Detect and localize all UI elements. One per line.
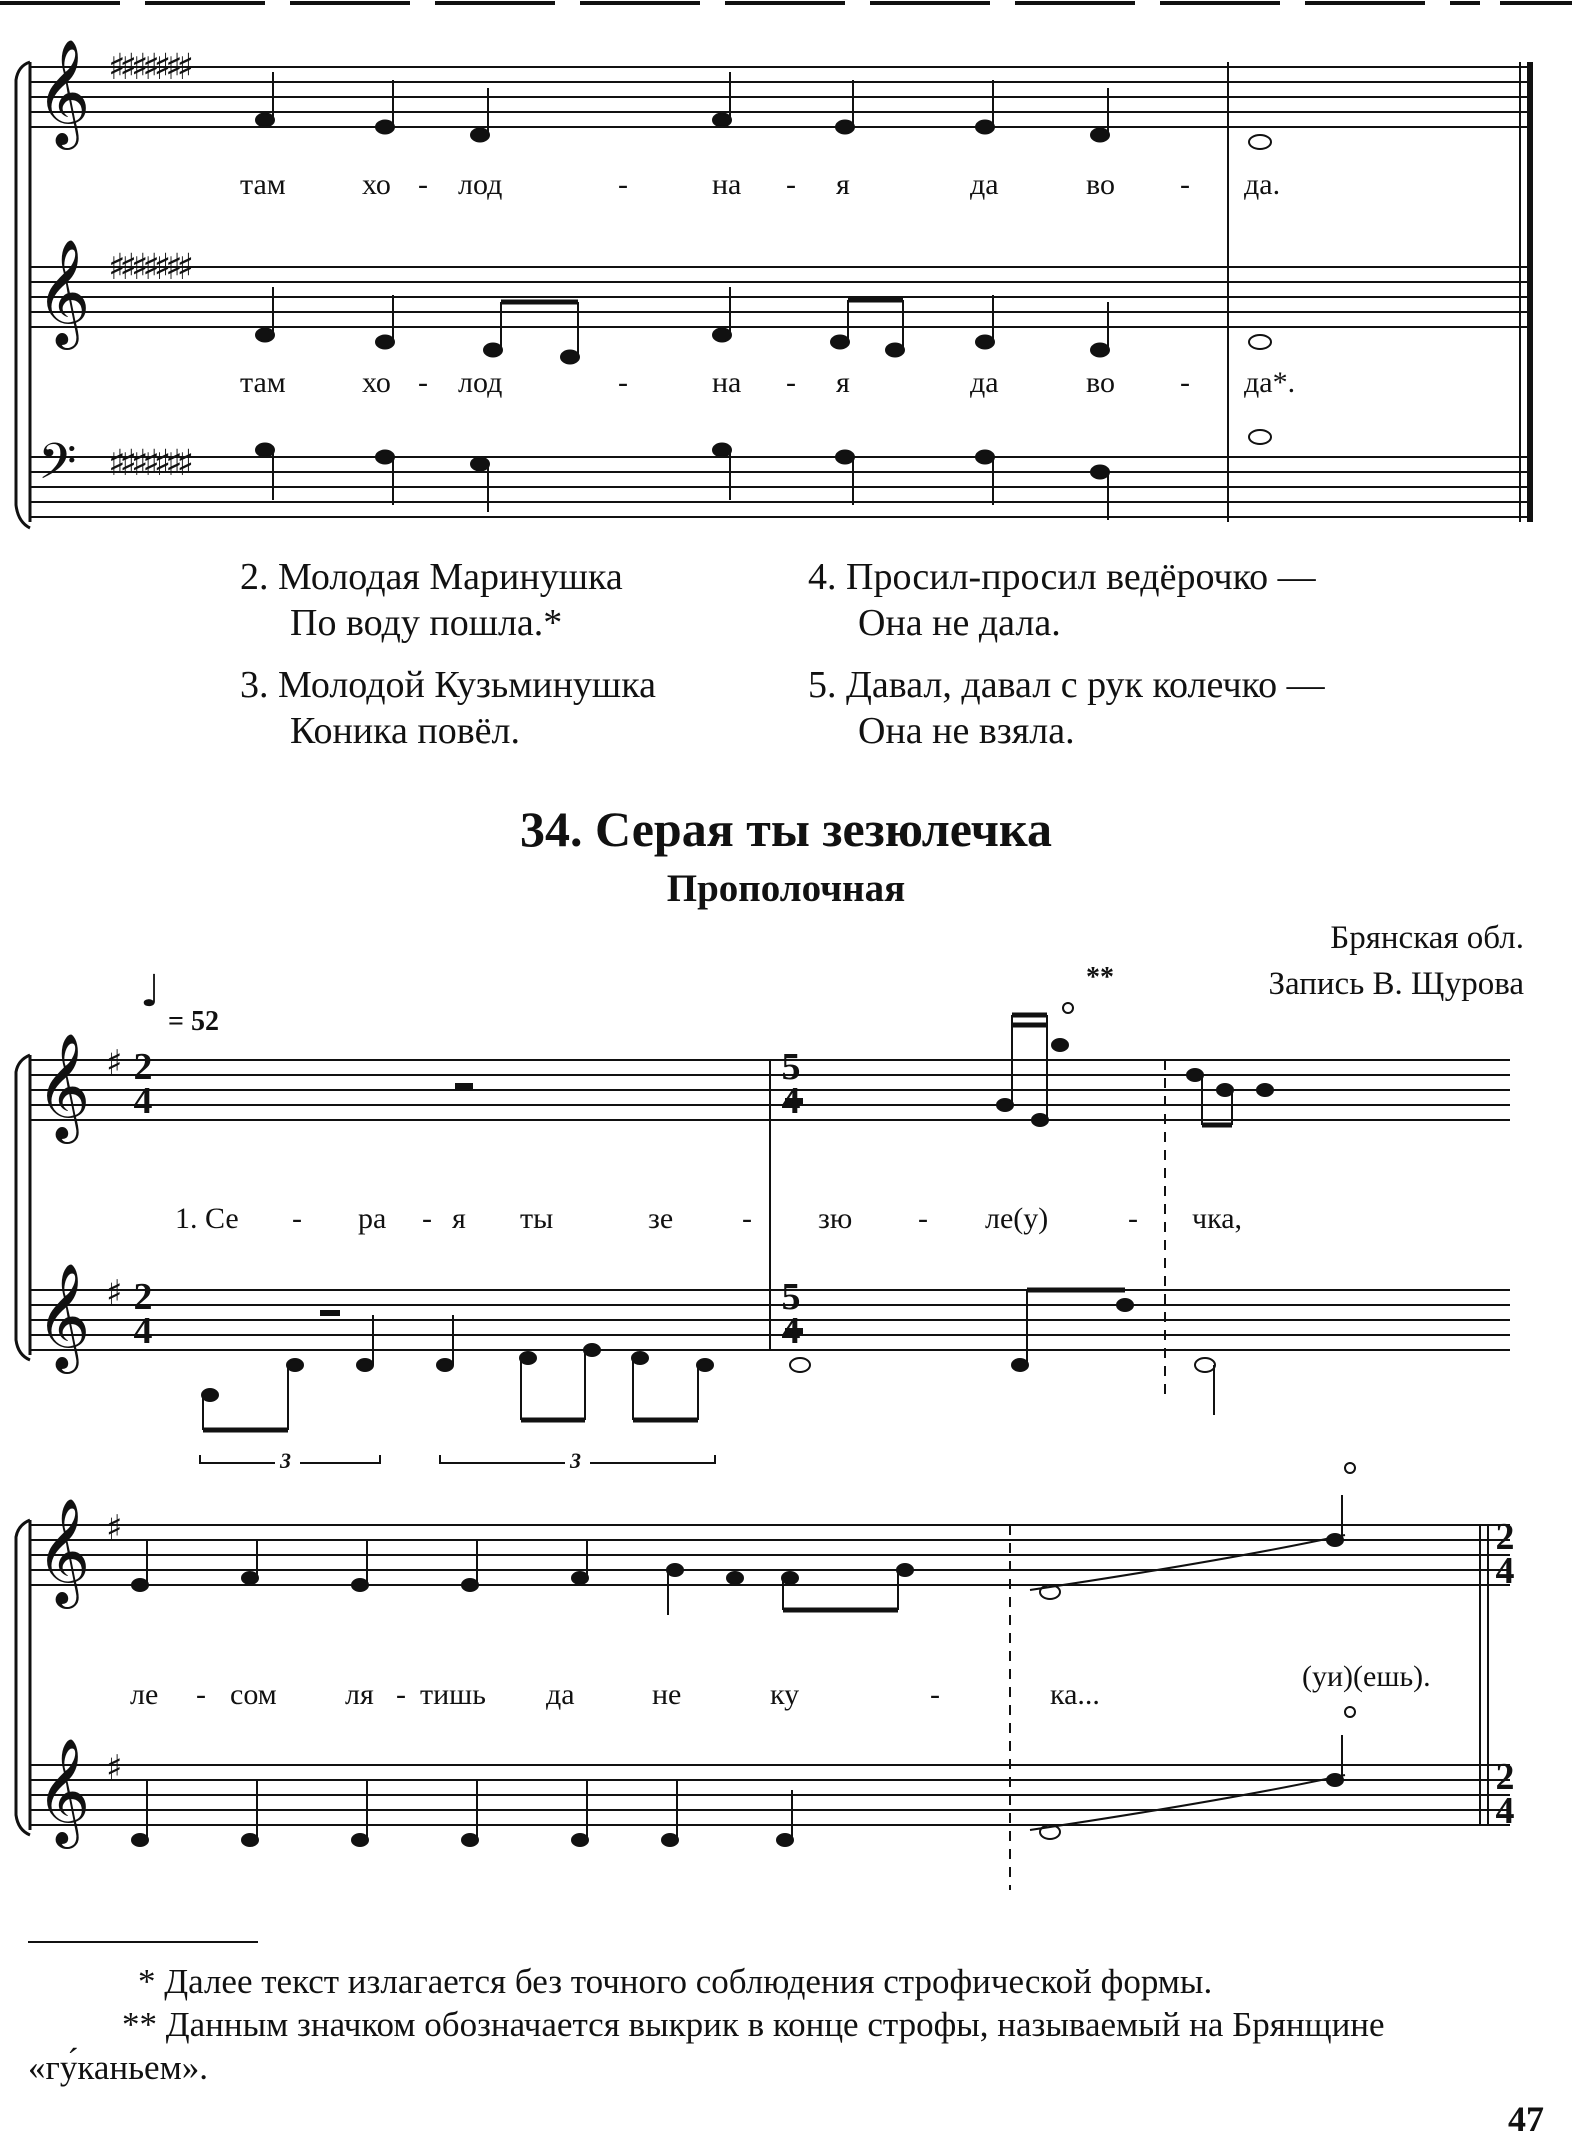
lyric-syllable: - [786,366,796,399]
footnote-1: * Далее текст излагается без точного соблюдения строфической формы. [138,1962,1213,2001]
footnotes [28,1960,1558,2089]
key-signature-sharp: ♯ [106,1508,123,1548]
quarter-note-icon: ♩ [140,966,161,1017]
lyric-syllable: да [970,168,999,201]
lyric-syllable: я [836,366,850,399]
song34-upper-notes-1 [997,1003,1273,1126]
verse-line: По воду пошла.* [290,602,563,644]
lyric-syllable: - [422,1202,432,1235]
key-signature-sharp: ♯ [106,1748,123,1788]
tuplet-number: 3 [280,1448,291,1473]
lyric-syllable: чка, [1192,1202,1243,1235]
lyric-syllable: да [546,1678,575,1711]
region-label: Брянская обл. [1330,920,1524,956]
lyric-syllable: не [652,1678,682,1711]
lyric-syllable: во [1086,168,1115,201]
lyric-syllable: - [930,1678,940,1711]
time-signature-5-4: 5 4 [781,1276,801,1352]
lyric-syllable: ты [520,1202,554,1235]
lyric-syllable: - [918,1202,928,1235]
lyric-syllable: - [418,168,428,201]
lyric-syllable: я [452,1202,466,1235]
lyric-syllable: сом [230,1678,277,1711]
tuplet-number: 3 [570,1448,581,1473]
footnote-2: ** Данным значком обозначается выкрик в конце строфы, называемый на Брянщине «гу́каньем». [28,2005,1385,2087]
song33-staves [30,67,1530,517]
lyric-syllable: ку [770,1678,800,1711]
key-signature-sharps: ♯♯♯♯♯♯♯ [108,443,188,484]
verse-line: Она не взяла. [858,710,1075,752]
song33-bass-notes [256,430,1271,520]
treble-clef-icon: 𝄞 [36,238,91,345]
verse-line: Она не дала. [858,602,1061,644]
treble-clef-icon: 𝄞 [36,1737,91,1844]
lyric-syllable: ле [130,1678,159,1711]
song-subtitle: Прополочная [666,867,906,910]
lyric-syllable: - [1180,168,1190,201]
lyric-syllable: - [196,1678,206,1711]
lyric-syllable: 1. Се [175,1202,239,1235]
lyric-syllable: да*. [1244,366,1296,399]
time-signature-5-4: 5 4 [781,1046,801,1122]
lyric-syllable: - [1128,1202,1138,1235]
lyric-syllable: да. [1244,168,1281,201]
verse-3 [240,662,656,754]
lyric-syllable: - [1180,366,1190,399]
song33-soprano-notes [256,72,1271,149]
verse-line: 2. Молодая Маринушка [240,556,623,598]
lyric-syllable: лод [458,366,503,399]
lyric-syllable: зю [818,1202,853,1235]
lyric-syllable: - [742,1202,752,1235]
treble-clef-icon: 𝄞 [36,38,91,145]
time-signature-2-4: 2 4 [1495,1756,1515,1832]
song-title: 34. Серая ты зезюлечка [520,801,1052,857]
lyric-syllable: (уи)(ешь). [1302,1660,1431,1693]
lyric-syllable: хо [362,168,391,201]
song34-lower-notes-1 [202,1290,1215,1430]
lyric-syllable: ле(у) [985,1202,1049,1235]
key-signature-sharps: ♯♯♯♯♯♯♯ [108,47,188,88]
verse-4 [808,554,1316,646]
key-signature-sharp: ♯ [106,1273,123,1313]
lyric-syllable: хо [362,366,391,399]
lyric-syllable: на [712,168,742,201]
verse-5 [808,662,1325,754]
lyric-syllable: ка... [1050,1678,1100,1711]
lyric-syllable: во [1086,366,1115,399]
time-signature-2-4: 2 4 [1495,1516,1515,1592]
verse-2 [240,554,623,646]
lyric-syllable: - [396,1678,406,1711]
tempo-marking: = 52 [168,1006,219,1037]
lyric-syllable: там [240,366,286,399]
song33-alto-notes [256,287,1271,364]
shout-mark: ** [1086,962,1114,993]
lyric-syllable: да [970,366,999,399]
verse-line: 3. Молодой Кузьминушка [240,664,656,706]
lyric-syllable: - [292,1202,302,1235]
lyric-syllable: тишь [420,1678,486,1711]
recorded-by-label: Запись В. Щурова [1268,966,1524,1002]
key-signature-sharps: ♯♯♯♯♯♯♯ [108,247,188,288]
treble-clef-icon: 𝄞 [36,1497,91,1604]
verse-line: 5. Давал, давал с рук колечко — [808,664,1325,706]
lyric-syllable: я [836,168,850,201]
time-signature-2-4: 2 4 [133,1276,153,1352]
lyric-syllable: - [618,168,628,201]
lyric-syllable: - [786,168,796,201]
key-signature-sharp: ♯ [106,1043,123,1083]
verse-line: 4. Просил-просил ведёрочко — [808,556,1316,598]
lyric-syllable: лод [458,168,503,201]
lyric-syllable: зе [648,1202,674,1235]
lyric-syllable: там [240,168,286,201]
lyric-syllable: на [712,366,742,399]
bass-clef-icon: 𝄢 [38,433,77,503]
verse-line: Коника повёл. [290,710,520,752]
time-signature-2-4: 2 4 [133,1046,153,1122]
song34-system2-staves [30,1525,1510,1825]
lyric-syllable: - [618,366,628,399]
lyric-syllable: ля [345,1678,374,1711]
treble-clef-icon: 𝄞 [36,1262,91,1369]
treble-clef-icon: 𝄞 [36,1032,91,1139]
page-number: 47 [1508,2099,1544,2139]
lyric-syllable: ра [358,1202,387,1235]
lyric-syllable: - [418,366,428,399]
